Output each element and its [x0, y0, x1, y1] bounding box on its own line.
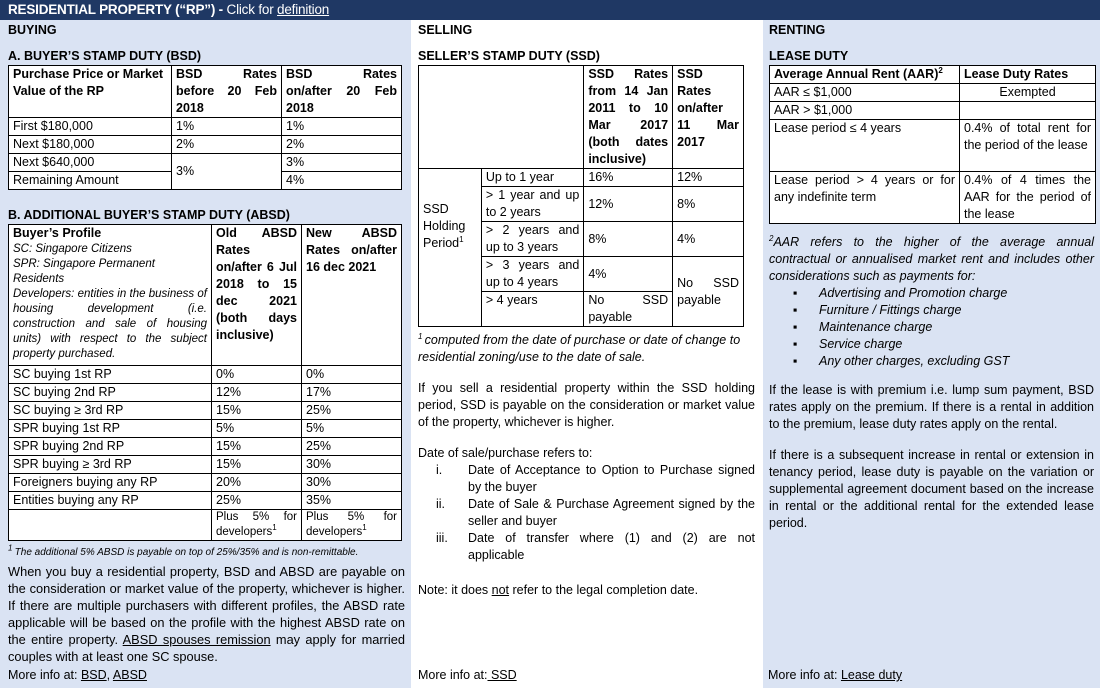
list-text: Date of Acceptance to Option to Purchase signed by the buyer — [468, 463, 755, 494]
more-info-label: More info at: — [418, 668, 488, 682]
table-row — [770, 102, 1096, 120]
row-label: AAR > $1,000 — [770, 102, 960, 120]
absd-link[interactable]: ABSD — [112, 668, 147, 682]
ssd-footnote: $^1$ computed from the date of purchase or date of change to residential zoning/use to the date of sale. — [418, 331, 741, 364]
list-item — [418, 530, 755, 564]
variation-paragraph: If there is a subsequent increase in rental or extension in tenancy period, lease duty is payable on the variation or supplemental agreement document based on the increase in rental or the additional rental for the extended lease period. — [769, 448, 1094, 530]
aar-note-text: AAR refers to the higher of the average annual contractual or annualised market rent and includes other considerations such as payments for: — [769, 235, 1094, 283]
row-rate-new: 4% — [673, 222, 744, 257]
table-row — [770, 172, 1096, 224]
bsd-link[interactable]: BSD — [80, 668, 107, 682]
bsd-col-value: Purchase Price or Market Value of the RP — [9, 66, 172, 118]
list-num: i. — [436, 463, 443, 477]
title-click-text: Click for — [222, 2, 278, 17]
row-rate-old: 4% — [584, 257, 673, 292]
row-rate-old: 15% — [212, 438, 302, 456]
list-text: Date of Sale & Purchase Agreement signed by the seller and buyer — [468, 497, 755, 528]
table-row — [770, 120, 1096, 172]
list-item — [418, 496, 755, 530]
list-num: iii. — [436, 531, 448, 545]
row-label: AAR ≤ $1,000 — [770, 84, 960, 102]
selling-note — [418, 582, 755, 599]
table-row — [9, 384, 402, 402]
row-rate-new: 17% — [302, 384, 402, 402]
row-period: Up to 1 year — [481, 169, 583, 187]
row-label: Lease period ≤ 4 years — [770, 120, 960, 172]
ssd-link[interactable]: SSD — [487, 668, 517, 682]
row-rate-new: 25% — [302, 438, 402, 456]
note-emphasis: not — [491, 583, 510, 597]
lease-col-rates: Lease Duty Rates — [960, 66, 1096, 84]
renting-heading: RENTING — [769, 23, 826, 37]
page-title: RESIDENTIAL PROPERTY (“RP”) - — [8, 2, 223, 17]
row-rate-new: 25% — [302, 402, 402, 420]
row-label: First $180,000 — [9, 118, 172, 136]
row-rate-old: 8% — [584, 222, 673, 257]
list-item: ▪ Service charge — [793, 336, 1094, 353]
note-text-end: refer to the legal completion date. — [509, 583, 699, 597]
ssd-header-row — [419, 66, 744, 169]
ssd-holding-period-label: SSD Holding Period$^1$ — [419, 169, 482, 327]
empty-cell — [9, 510, 212, 541]
table-row — [9, 136, 402, 154]
note-text: Note: it does — [418, 583, 492, 597]
buying-paragraph-text: When you buy a residential property, BSD and ABSD are payable on the consideration or market value of the property, whichever is higher. If there are multiple purchasers with different profiles, the ABSD rate applicable will be based on the profile with the highest ABSD rate on the entire property. — [8, 564, 405, 647]
row-rate-new: 12% — [673, 169, 744, 187]
list-text: Date of transfer where (1) and (2) are not applicable — [468, 531, 755, 562]
table-row — [419, 169, 744, 187]
absd-footnote: $^1$ The additional 5% ABSD is payable on top of 25%/35% and is non-remittable. — [8, 543, 359, 558]
developer-surcharge-text: Plus 5% for developers — [306, 511, 397, 538]
table-row — [9, 456, 402, 474]
row-rate-old: 5% — [212, 420, 302, 438]
bsd-table — [8, 65, 402, 190]
date-intro: Date of sale/purchase refers to: — [418, 446, 593, 460]
row-label: SC buying 2nd RP — [9, 384, 212, 402]
abbrev-developers: Developers: entities in the business of housing development (i.e. construction and sale of housing units) with respect to the subject property purchased. — [13, 288, 207, 360]
list-item: ▪ Advertising and Promotion charge — [793, 285, 1094, 302]
bsd-header-row — [9, 66, 402, 118]
list-item — [418, 462, 755, 496]
buying-more-info: More info at: BSD, ABSD — [8, 668, 147, 682]
absd-header-row — [9, 225, 402, 366]
row-rate-old: 12% — [584, 187, 673, 222]
table-row — [9, 474, 402, 492]
buying-panel — [0, 20, 411, 688]
table-row — [9, 420, 402, 438]
row-rate-new: 5% — [302, 420, 402, 438]
abbrev-spr: SPR: Singapore Permanent Residents — [13, 258, 155, 285]
lease-col-aar: Average Annual Rent (AAR)$^2$ — [770, 66, 960, 84]
ssd-col-old: SSD Rates from 14 Jan 2011 to 10 Mar 2017 (both dates inclusive) — [584, 66, 673, 169]
row-rate: 0.4% of 4 times the AAR for the period of the lease — [960, 172, 1096, 224]
row-label: SPR buying ≥ 3rd RP — [9, 456, 212, 474]
row-rate-new: 4% — [282, 172, 402, 190]
lease-duty-heading: LEASE DUTY — [769, 49, 849, 63]
row-period: > 3 years and up to 4 years — [481, 257, 583, 292]
lease-col-aar-text: Average Annual Rent (AAR) — [774, 67, 939, 81]
table-row — [9, 510, 402, 541]
bsd-col-after: BSD Rates on/after 20 Feb 2018 — [282, 66, 402, 118]
row-label: Next $180,000 — [9, 136, 172, 154]
row-rate-old: 25% — [212, 492, 302, 510]
empty-cell — [960, 102, 1096, 120]
absd-spouses-remission-link[interactable]: ABSD spouses remission — [122, 632, 271, 647]
row-rate-old: 20% — [212, 474, 302, 492]
lease-duty-link[interactable]: Lease duty — [840, 668, 903, 682]
row-label: Foreigners buying any RP — [9, 474, 212, 492]
row-rate-old: 3% — [172, 154, 282, 190]
absd-col-old: Old ABSD Rates on/after 6 Jul 2018 to 15 dec 2021 (both days inclusive) — [212, 225, 302, 366]
developer-surcharge-text: Plus 5% for developers — [216, 511, 297, 538]
row-period: > 4 years — [481, 292, 583, 327]
row-label: SC buying 1st RP — [9, 366, 212, 384]
row-rate-new: 30% — [302, 474, 402, 492]
row-label: Lease period > 4 years or for any indefinite term — [770, 172, 960, 224]
abbrev-sc: SC: Singapore Citizens — [13, 243, 132, 255]
absd-footnote-text: The additional 5% ABSD is payable on top of 25%/35% and is non-remittable. — [14, 547, 359, 558]
renting-more-info — [768, 667, 902, 684]
buying-paragraph — [8, 563, 405, 665]
row-rate-old: 0% — [212, 366, 302, 384]
lease-duty-table — [769, 65, 1096, 224]
selling-more-info — [418, 667, 517, 684]
table-row — [9, 118, 402, 136]
row-rate-old: 2% — [172, 136, 282, 154]
developer-surcharge-old: Plus 5% for developers$^1$ — [212, 510, 302, 541]
bsd-heading: A. BUYER’S STAMP DUTY (BSD) — [8, 49, 202, 63]
row-rate-old: 15% — [212, 402, 302, 420]
renting-panel — [763, 20, 1100, 688]
table-row — [9, 402, 402, 420]
row-rate: 0.4% of total rent for the period of the lease — [960, 120, 1096, 172]
ssd-holding-period-text: SSD Holding Period — [423, 202, 466, 250]
ssd-col-new: SSD Rates on/after 11 Mar 2017 — [673, 66, 744, 169]
buying-heading: BUYING — [8, 23, 57, 37]
developer-surcharge-new: Plus 5% for developers$^1$ — [302, 510, 402, 541]
row-rate-new: 0% — [302, 366, 402, 384]
list-item: ▪ Maintenance charge — [793, 319, 1094, 336]
absd-col-profile — [9, 225, 212, 366]
row-rate-new: 35% — [302, 492, 402, 510]
selling-heading: SELLING — [418, 23, 473, 37]
row-rate-old: 12% — [212, 384, 302, 402]
row-rate-new: 8% — [673, 187, 744, 222]
more-info-label: More info at: — [8, 668, 81, 682]
more-info-label: More info at: — [768, 668, 841, 682]
row-rate-old: No SSD payable — [584, 292, 673, 327]
empty-cell — [419, 66, 584, 169]
row-rate-old: 1% — [172, 118, 282, 136]
row-rate-old: 15% — [212, 456, 302, 474]
row-rate-new: 1% — [282, 118, 402, 136]
row-rate-new: No SSD payable — [673, 257, 744, 327]
title-bar — [0, 0, 1100, 20]
row-rate-new: 30% — [302, 456, 402, 474]
absd-heading: B. ADDITIONAL BUYER’S STAMP DUTY (ABSD) — [8, 208, 290, 222]
table-row — [9, 366, 402, 384]
table-row — [9, 154, 402, 172]
date-list — [418, 462, 755, 564]
row-label: Next $640,000 — [9, 154, 172, 172]
ssd-table — [418, 65, 744, 327]
table-row — [9, 438, 402, 456]
row-label: Remaining Amount — [9, 172, 172, 190]
row-rate-new: 2% — [282, 136, 402, 154]
row-period: > 1 year and up to 2 years — [481, 187, 583, 222]
table-row — [770, 84, 1096, 102]
selling-panel — [411, 20, 763, 688]
row-rate-old: 16% — [584, 169, 673, 187]
row-label: Entities buying any RP — [9, 492, 212, 510]
premium-paragraph: If the lease is with premium i.e. lump sum payment, BSD rates apply on the premium. If there is a rental in addition to the premium, lease duty rates apply on the rental. — [769, 383, 1094, 431]
row-label: SPR buying 1st RP — [9, 420, 212, 438]
row-rate: Exempted — [960, 84, 1096, 102]
absd-col-profile-title: Buyer’s Profile — [13, 226, 102, 240]
list-num: ii. — [436, 497, 446, 511]
lease-header-row — [770, 66, 1096, 84]
row-rate-new: 3% — [282, 154, 402, 172]
row-label: SC buying ≥ 3rd RP — [9, 402, 212, 420]
bsd-col-before: BSD Rates before 20 Feb 2018 — [172, 66, 282, 118]
ssd-heading: SELLER’S STAMP DUTY (SSD) — [418, 49, 600, 63]
buying-paragraph-end: may apply for married couples with at least one SC spouse. — [8, 632, 405, 664]
table-row — [9, 492, 402, 510]
selling-paragraph: If you sell a residential property within the SSD holding period, SSD is payable on the consideration or market value of the property, whichever is higher. — [418, 381, 755, 429]
row-label: SPR buying 2nd RP — [9, 438, 212, 456]
row-period: > 2 years and up to 3 years — [481, 222, 583, 257]
definition-link[interactable]: definition — [277, 2, 330, 17]
list-item: ▪ Furniture / Fittings charge — [793, 302, 1094, 319]
absd-table — [8, 224, 402, 541]
ssd-footnote-text: computed from the date of purchase or date of change to residential zoning/use to the date of sale. — [418, 333, 741, 364]
list-item: ▪ Any other charges, excluding GST — [793, 353, 1094, 370]
aar-note: $^2$AAR refers to the higher of the average annual contractual or annualised market rent and includes other considerations such as payments for: — [769, 233, 1094, 283]
charges-list — [769, 285, 1094, 370]
absd-col-new: New ABSD Rates on/after 16 dec 2021 — [302, 225, 402, 366]
